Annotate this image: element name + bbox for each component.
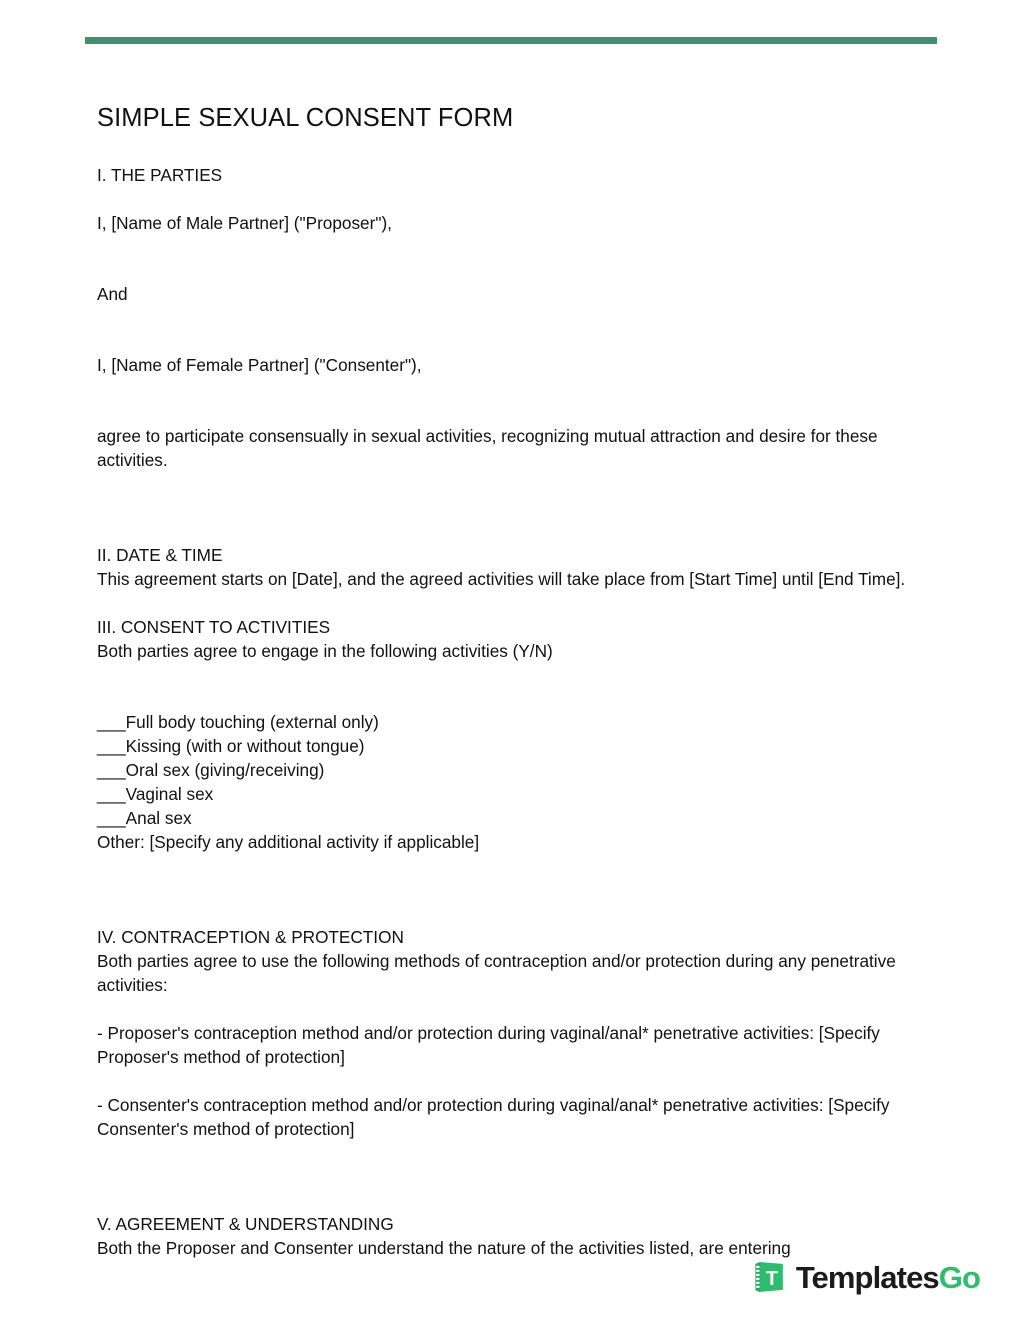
- parties-proposer-line: I, [Name of Male Partner] ("Proposer"),: [97, 213, 392, 234]
- templatesgo-notebook-icon: [751, 1258, 789, 1296]
- section-heading-date-time: II. DATE & TIME: [97, 545, 223, 566]
- date-time-body: This agreement starts on [Date], and the agreed activities will take place from [Start Time] until [End Time].: [97, 569, 906, 590]
- activity-item[interactable]: ___Anal sex: [97, 808, 192, 829]
- contraception-consenter-item[interactable]: - Consenter's contraception method and/or protection during vaginal/anal* penetrative activities: [Specify Consenter's method of protection]: [97, 1095, 895, 1140]
- spacer: [97, 377, 917, 424]
- section-heading-parties: I. THE PARTIES: [97, 165, 223, 186]
- parties-conjunction: And: [97, 284, 128, 305]
- spacer: [97, 472, 917, 543]
- spacer: [97, 854, 917, 925]
- consent-activities-intro: Both parties agree to engage in the following activities (Y/N): [97, 641, 553, 662]
- logo-word-primary: Templates: [795, 1259, 939, 1295]
- activity-item[interactable]: ___Oral sex (giving/receiving): [97, 760, 325, 781]
- contraception-intro: Both parties agree to use the following methods of contraception and/or protection during any penetrative activities:: [97, 951, 901, 996]
- activity-other-line[interactable]: Other: [Specify any additional activity if applicable]: [97, 832, 480, 853]
- templatesgo-logo[interactable]: [751, 1254, 980, 1300]
- spacer: [97, 306, 917, 353]
- spacer: [97, 997, 917, 1021]
- activity-item[interactable]: ___Full body touching (external only): [97, 712, 379, 733]
- parties-consenter-line: I, [Name of Female Partner] ("Consenter"),: [97, 355, 422, 376]
- page-title: SIMPLE SEXUAL CONSENT FORM: [97, 104, 514, 132]
- spacer: [97, 1069, 917, 1093]
- header-accent-rule: [85, 37, 937, 44]
- logo-word-accent: Go: [938, 1259, 980, 1295]
- svg-text:T: T: [765, 1268, 778, 1291]
- document-footer: [0, 1254, 1024, 1310]
- section-heading-agreement-understanding: V. AGREEMENT & UNDERSTANDING: [97, 1214, 394, 1235]
- logo-wordmark: [795, 1259, 980, 1295]
- agreement-understanding-body: Both the Proposer and Consenter understand the nature of the activities listed, are entering: [97, 1238, 791, 1259]
- parties-agreement-paragraph: agree to participate consensually in sexual activities, recognizing mutual attraction and desire for these activities.: [97, 426, 883, 471]
- document-body: [97, 104, 917, 1260]
- spacer: [97, 1141, 917, 1212]
- contraception-proposer-item[interactable]: - Proposer's contraception method and/or protection during vaginal/anal* penetrative activities: [Specify Proposer's method of protection]: [97, 1023, 885, 1068]
- spacer: [97, 235, 917, 282]
- section-heading-consent-activities: III. CONSENT TO ACTIVITIES: [97, 617, 331, 638]
- activity-item[interactable]: ___Kissing (with or without tongue): [97, 736, 365, 757]
- spacer: [97, 663, 917, 710]
- activity-checklist: [97, 710, 917, 830]
- activity-item[interactable]: ___Vaginal sex: [97, 784, 214, 805]
- spacer: [97, 187, 917, 211]
- spacer: [97, 591, 917, 615]
- section-heading-contraception: IV. CONTRACEPTION & PROTECTION: [97, 927, 404, 948]
